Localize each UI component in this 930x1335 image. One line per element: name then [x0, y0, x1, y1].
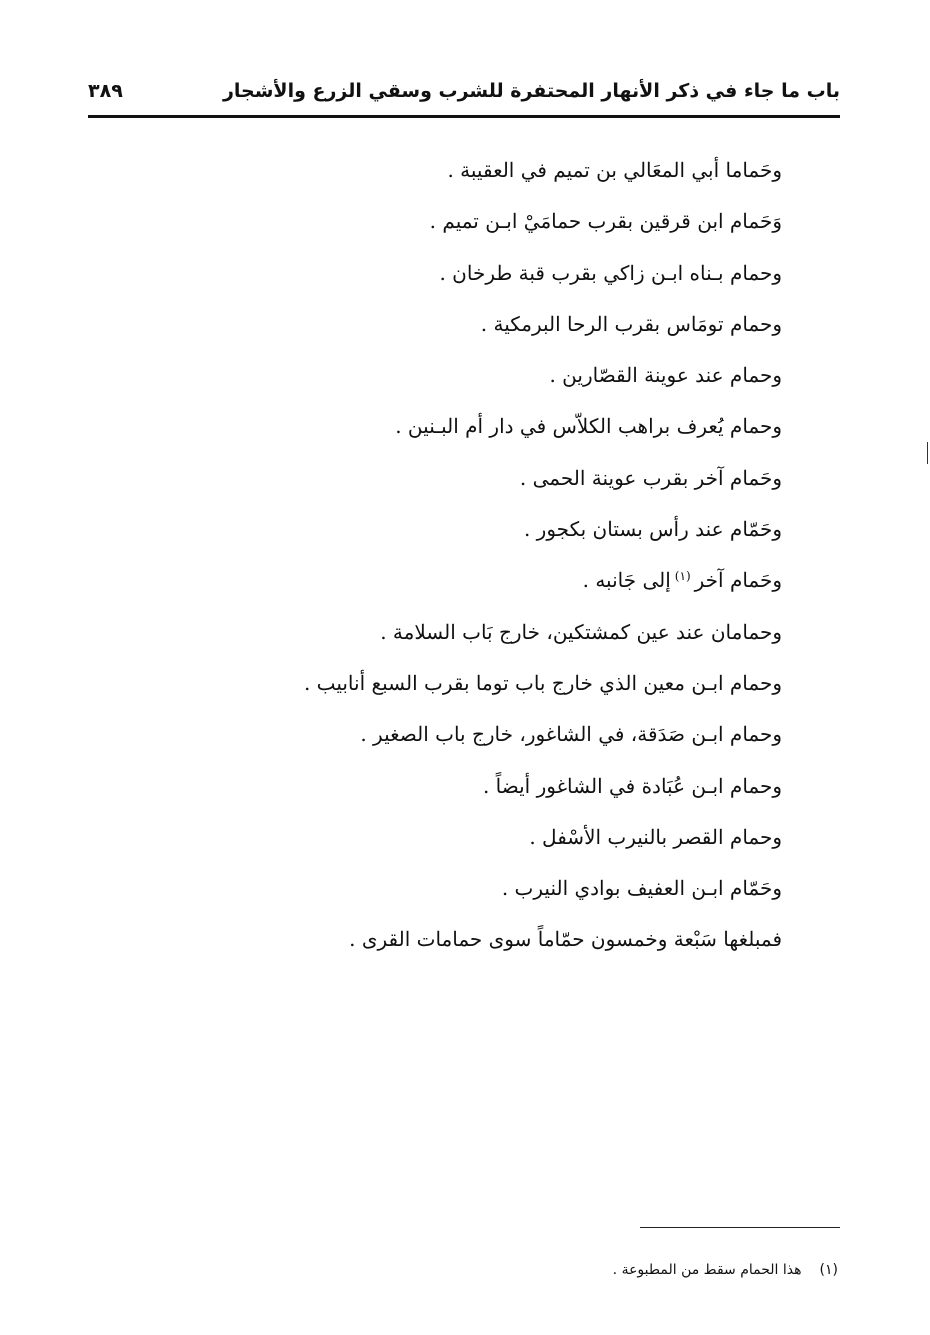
- page-number: ٣٨٩: [88, 80, 123, 102]
- text-line: وحمام ابـن عُبَادة في الشاغور أيضاً .: [482, 773, 782, 798]
- footnote-rule: [640, 1227, 840, 1228]
- text-line: وحَماما أبي المعَالي بن تميم في العقيبة .: [447, 158, 782, 182]
- text-line: وحَمام آخر بقرب عوينة الحمى .: [519, 465, 782, 490]
- text-segment: وحَمام آخر: [694, 568, 782, 593]
- text-line: وَحَمام ابن قرقين بقرب حمامَيْ ابـن تميم .: [429, 209, 782, 234]
- text-line: وحمام تومَاس بقرب الرحا البرمكية .: [480, 311, 782, 336]
- scan-mark: [927, 442, 928, 464]
- text-line: وحمام عند عوينة القصّارين .: [549, 363, 782, 388]
- text-line: وحَمّام عند رأس بستان بكجور .: [523, 517, 782, 542]
- footnote-text: هذا الحمام سقط من المطبوعة .: [612, 1262, 802, 1278]
- running-header: [88, 78, 840, 114]
- text-line: وحمامان عند عين كمشتكين، خارج بَاب السلامة .: [380, 619, 782, 644]
- text-line: وحَمّام ابـن العفيف بوادي النيرب .: [501, 876, 782, 901]
- text-line: وحمام ابـن صَدَقة، في الشاغور، خارج باب الصغير .: [360, 722, 782, 747]
- body-text: [222, 145, 782, 966]
- footnote: [613, 1262, 838, 1278]
- text-line: وحمام بـناه ابـن زاكي بقرب قبة طرخان .: [439, 260, 782, 285]
- chapter-title: باب ما جاء في ذكر الأنهار المحتفرة للشرب وسقي الزرع والأشجار: [222, 80, 840, 102]
- text-line: وحمام القصر بالنيرب الأسْفل .: [529, 824, 782, 849]
- text-line: وحمام يُعرف براهب الكلاّس في دار أم البـنين .: [395, 414, 782, 439]
- text-line: فمبلغها سَبْعة وخمسون حمّاماً سوى حمامات القرى .: [349, 927, 782, 952]
- footnote-number: (١): [819, 1262, 838, 1278]
- text-segment: إلى جَانبه .: [582, 568, 671, 593]
- text-line: وحمام ابـن معين الذي خارج باب توما بقرب السبع أنابيب .: [303, 670, 782, 695]
- header-rule: [88, 115, 840, 118]
- text-line-with-footnote: [222, 555, 782, 606]
- footnote-reference: (١): [674, 568, 691, 583]
